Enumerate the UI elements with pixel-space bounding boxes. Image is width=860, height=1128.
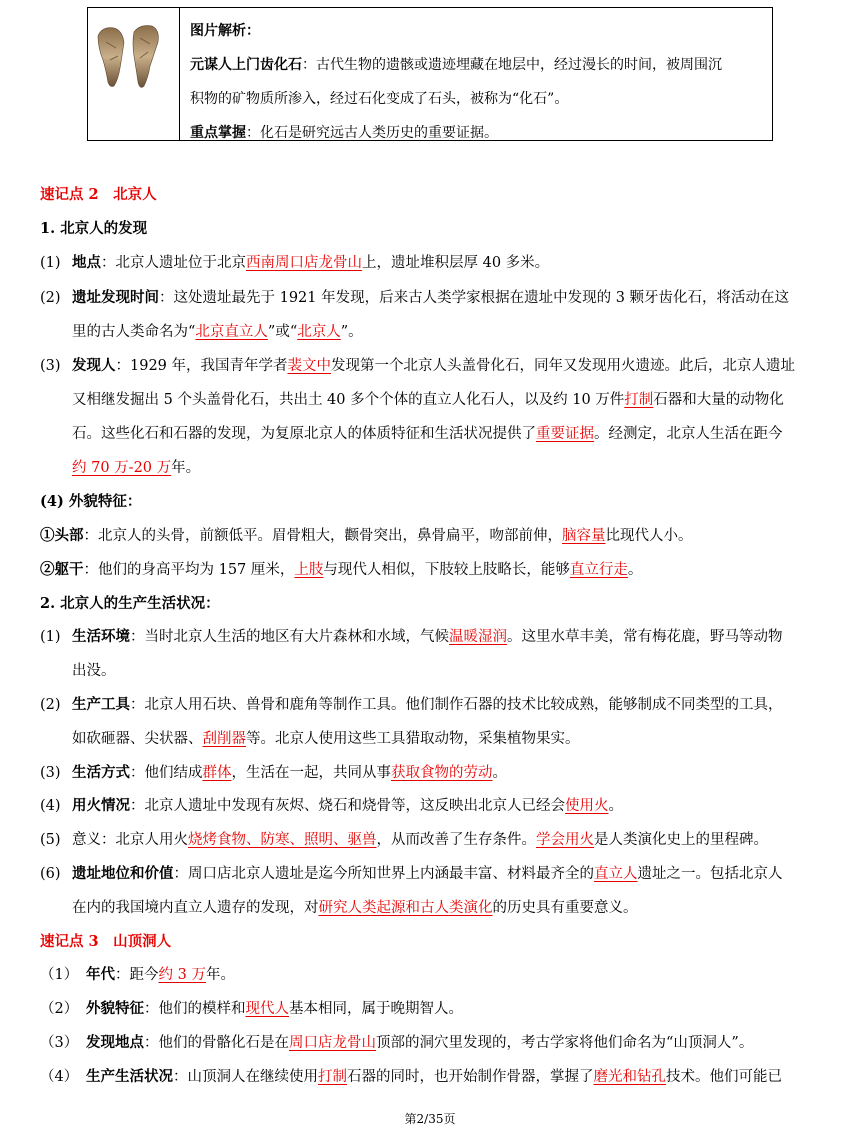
section-3-title: 速记点 3 山顶洞人 bbox=[40, 933, 172, 950]
heading-discovery: 1. 北京人的发现 bbox=[40, 220, 148, 237]
section-2-title: 速记点 2 北京人 bbox=[40, 186, 157, 203]
item-discovery-time: (2) 遗址发现时间：这处遗址最先于 1921 年发现，后来古人类学家根据在遗址中发现的 3 颗牙齿化石，将活动在这 bbox=[40, 289, 790, 306]
box-para-1 bbox=[190, 48, 762, 82]
box-label-key: 重点掌握 bbox=[190, 125, 246, 141]
box-para-2 bbox=[190, 116, 762, 150]
item-head: ①头部：北京人的头骨，前额低平。眉骨粗大，颧骨突出，鼻骨扁平，吻部前伸，脑容量比现代人小。 bbox=[40, 527, 693, 544]
image-analysis-box bbox=[87, 7, 773, 141]
box-title: 图片解析： bbox=[190, 23, 260, 39]
item-discoverer-cont-2: 石。这些化石和石器的发现，为复原北京人的体质特征和生活状况提供了重要证据。经测定，北京人生活在距今 bbox=[72, 426, 783, 442]
item-s3-production: （4） 生产生活状况：山顶洞人在继续使用打制石器的同时，也开始制作骨器，掌握了磨光和钻孔技术。他们可能已 bbox=[40, 1068, 782, 1085]
image-analysis-text bbox=[180, 8, 772, 140]
box-label-fossil: 元谋人上门齿化石 bbox=[190, 57, 302, 73]
item-era: （1） 年代：距今约 3 万年。 bbox=[40, 966, 235, 983]
item-site-value: (6) 遗址地位和价值：周口店北京人遗址是迄今所知世界上内涵最丰富、材料最齐全的直立人遗址之一。包括北京人 bbox=[40, 865, 783, 882]
item-discovery-time-cont: 里的古人类命名为“北京直立人”或“北京人”。 bbox=[72, 324, 363, 340]
item-environment-cont: 出没。 bbox=[72, 663, 116, 679]
item-torso: ②躯干：他们的身高平均为 157 厘米，上肢与现代人相似，下肢较上肢略长，能够直立行走。 bbox=[40, 561, 643, 578]
box-text-2: ：化石是研究远古人类历史的重要证据。 bbox=[246, 125, 498, 141]
item-s3-location: （3） 发现地点：他们的骨骼化石是在周口店龙骨山顶部的洞穴里发现的，考古学家将他们命名为“山顶洞人”。 bbox=[40, 1034, 754, 1051]
item-discoverer-cont-3: 约 70 万-20 万年。 bbox=[72, 460, 201, 476]
heading-production: 2. 北京人的生产生活状况： bbox=[40, 595, 220, 612]
item-lifestyle: (3) 生活方式：他们结成群体，生活在一起，共同从事获取食物的劳动。 bbox=[40, 764, 507, 781]
item-significance: (5) 意义：北京人用火烧烤食物、防寒、照明、驱兽，从而改善了生存条件。学会用火是人类演化史上的里程碑。 bbox=[40, 832, 768, 848]
item-location: (1) 地点：北京人遗址位于北京西南周口店龙骨山上，遗址堆积层厚 40 多米。 bbox=[40, 254, 550, 271]
box-para-1b: 积物的矿物质所渗入，经过石化变成了石头，被称为“化石”。 bbox=[190, 91, 569, 107]
item-discoverer-cont-1: 又相继发掘出 5 个头盖骨化石，共出土 40 多个个体的直立人化石人，以及约 10 万件打制石器和大量的动物化 bbox=[72, 392, 784, 408]
item-tools: (2) 生产工具：北京人用石块、兽骨和鹿角等制作工具。他们制作石器的技术比较成熟，能够制成不同类型的工具， bbox=[40, 696, 783, 713]
item-tools-cont: 如砍砸器、尖状器、刮削器等。北京人使用这些工具猎取动物，采集植物果实。 bbox=[72, 731, 580, 747]
box-text-1a: ：古代生物的遗骸或遗迹埋藏在地层中，经过漫长的时间，被周围沉 bbox=[302, 57, 722, 73]
item-s3-appearance: （2） 外貌特征：他们的模样和现代人基本相同，属于晚期智人。 bbox=[40, 1000, 463, 1017]
item-discoverer: (3) 发现人：1929 年，我国青年学者裴文中发现第一个北京人头盖骨化石，同年又发现用火遗迹。此后，北京人遗址 bbox=[40, 357, 796, 374]
item-site-value-cont: 在内的我国境内直立人遗存的发现，对研究人类起源和古人类演化的历史具有重要意义。 bbox=[72, 900, 638, 916]
fossil-teeth-image bbox=[88, 8, 180, 140]
item-fire: (4) 用火情况：北京人遗址中发现有灰烬、烧石和烧骨等，这反映出北京人已经会使用火。 bbox=[40, 797, 623, 814]
page-number: 第2/35页 bbox=[404, 1112, 456, 1126]
item-appearance: (4) 外貌特征： bbox=[40, 493, 142, 510]
item-environment: (1) 生活环境：当时北京人生活的地区有大片森林和水域，气候温暖湿润。这里水草丰美，常有梅花鹿，野马等动物 bbox=[40, 628, 783, 645]
